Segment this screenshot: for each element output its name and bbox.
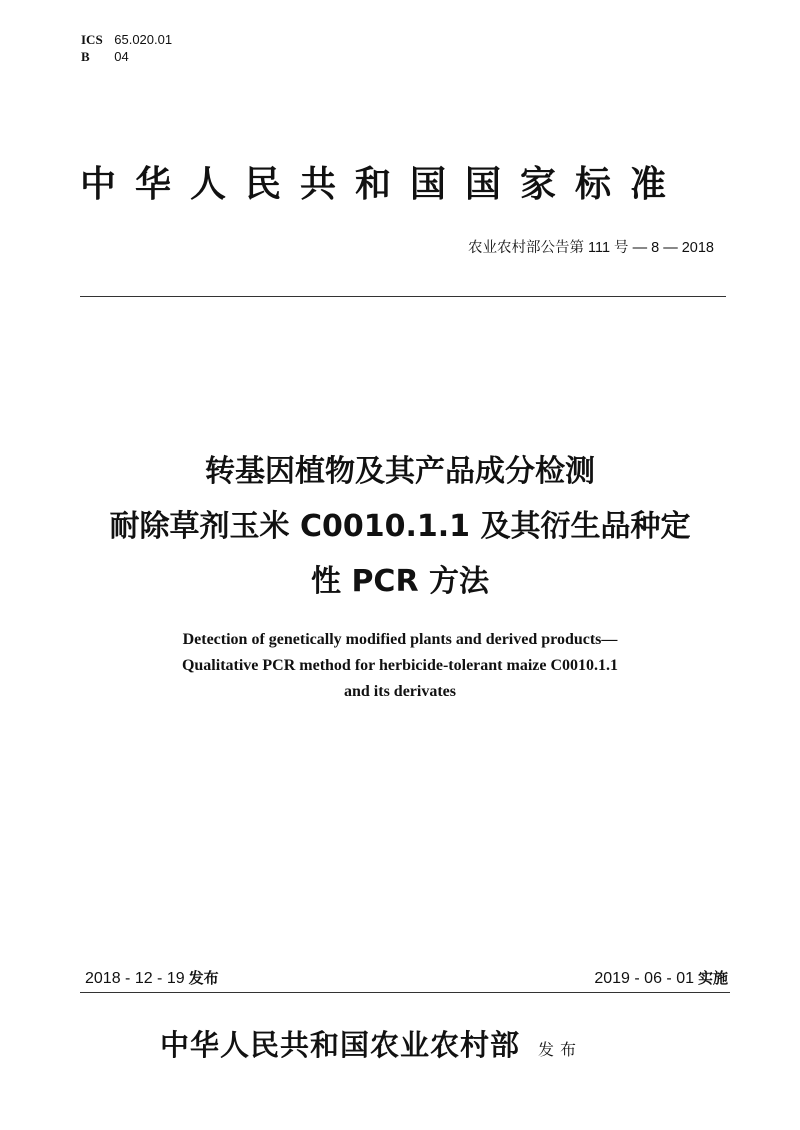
- chinese-title: [60, 444, 740, 609]
- english-title-line-1: Detection of genetically modified plants and derived products—: [182, 631, 618, 648]
- ccs-code: 04: [114, 49, 129, 64]
- ccs-label: B: [81, 49, 90, 64]
- ics-code: 65.020.01: [114, 32, 173, 47]
- issuer-name: 中华人民共和国农业农村部: [160, 1028, 521, 1062]
- bottom-divider: [80, 992, 730, 993]
- top-divider: [80, 296, 726, 297]
- chinese-title-line-1: 转基因植物及其产品成分检测: [205, 454, 595, 489]
- issue-date-block: [85, 967, 219, 988]
- issue-label: 发布: [188, 969, 219, 987]
- english-title-line-2: Qualitative PCR method for herbicide-tolerant maize C0010.1.1: [181, 657, 619, 674]
- classification-codes: [81, 31, 172, 65]
- standard-type-heading: 中华人民共和国国家标准: [80, 164, 686, 205]
- english-title-line-3: and its derivates: [344, 683, 456, 700]
- implementation-date: 2019 - 06 - 01: [594, 970, 694, 987]
- ccs-row: [81, 48, 172, 65]
- issuer-label: 发布: [538, 1040, 583, 1059]
- issue-date: 2018 - 12 - 19: [85, 970, 185, 987]
- implementation-date-block: [594, 967, 728, 988]
- ics-label: ICS: [81, 32, 103, 47]
- implementation-label: 实施: [697, 969, 728, 987]
- ics-row: [81, 31, 172, 48]
- chinese-title-line-2: 耐除草剂玉米 C0010.1.1 及其衍生品种定: [109, 509, 691, 544]
- issuer-block: [160, 1023, 582, 1064]
- english-title: [60, 627, 740, 705]
- standard-number: 农业农村部公告第 111 号 — 8 — 2018: [467, 240, 714, 256]
- chinese-title-line-3: 性 PCR 方法: [311, 564, 489, 599]
